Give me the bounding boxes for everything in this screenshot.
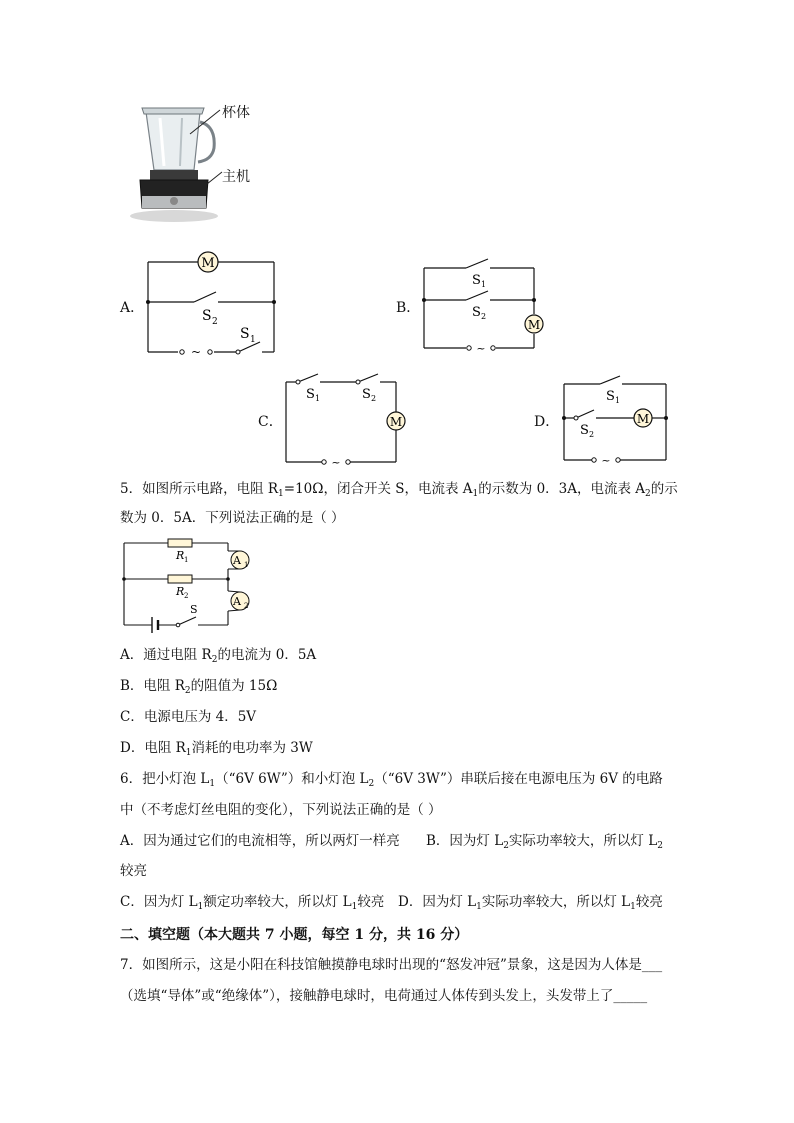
s1-d: S [606,389,615,404]
s1-d-sub: 1 [615,396,621,405]
q6-option-c: C．因为灯 $L_1$额定功率较大，所以灯 $L_1$较亮 [120,894,385,912]
a2-sub: 2 [244,602,249,610]
q6-option-a: A．因为通过它们的电流相等，所以两灯一样亮 [120,833,400,849]
section-2-title: 二、填空题（本大题共 7 小题，每空 1 分，共 16 分） [120,927,469,943]
option-c-letter: C． [258,414,283,430]
s2-d: S [580,423,589,438]
q5-line1: 5．如图所示电路，电阻 $R_1=10\Omega$，闭合开关 S，电流表 $A_1$的示数为 0．3A，电流表 $A_2$的示 [120,481,678,499]
s1-c-sub: 1 [315,394,321,403]
r1-sub: 1 [184,556,189,564]
cup-label: 杯体 [222,105,250,121]
r2-resistor [168,575,192,583]
a1-label: A [233,554,241,567]
a1-sub: 1 [244,561,249,569]
s-label: S [190,603,198,616]
q5-option-c: C．电源电压为 4．5V [120,709,257,725]
circuit-option-b [416,256,546,356]
r1-resistor [168,539,192,547]
q5-circuit [118,535,258,635]
s2-b-sub: 2 [481,312,487,321]
motor-b-label: M [527,318,541,332]
ac-c: ~ [331,456,341,469]
s1-b: S [472,273,481,288]
q5-line2: 数为 0．5A．下列说法正确的是（ ） [120,510,345,526]
s2-c-sub: 2 [371,394,377,403]
q7-line1: 7．如图所示，这是小阳在科技馆触摸静电球时出现的“怒发冲冠”景象，这是因为人体是___ [120,957,663,973]
blender-figure [118,100,278,235]
r2-sub: 2 [184,592,189,600]
motor-a-label: M [201,256,215,271]
q5-option-d: D．电阻 $R_1$消耗的电功率为 3W [120,740,313,758]
motor-d-label: M [636,412,650,426]
q7-line2: （选填“导体”或“绝缘体”），接触静电球时，电荷通过人体传到头发上，头发带上了_____ [120,988,648,1004]
q6-line1: 6．把小灯泡 $L_1(“6V$ 6W”）和小灯泡 $L_2(“6V$ 3W”）串联后接在电源电压为 6V 的电路 [120,771,663,789]
ac-a: ~ [190,345,202,359]
q6-line2: 中（不考虑灯丝电阻的变化），下列说法正确的是（ ） [120,802,442,818]
s2-d-sub: 2 [589,430,595,439]
option-a-letter: A． [120,300,145,316]
option-b-letter: B． [396,300,421,316]
q5-option-b: B．电阻 $R_2$的阻值为 15Ω [120,678,278,696]
blender-image [118,100,278,235]
circuit-option-c [278,370,408,470]
s1-a-sub: 1 [250,335,256,345]
s2-a-sub: 2 [212,317,218,327]
circuit-option-a [140,248,285,360]
s2-b: S [472,305,481,320]
a2-label: A [233,595,241,608]
q6-option-b-cont: 较亮 [120,863,147,879]
s1-b-sub: 1 [481,280,487,289]
r1-label: R [176,549,185,562]
s2-a: S [202,308,212,324]
ac-b: ~ [476,342,486,355]
s1-a: S [240,326,250,342]
s2-c: S [362,387,371,402]
q6-option-b: B．因为灯 $L_2$实际功率较大，所以灯 $L_2$ [426,833,663,851]
circuit-option-d [556,372,676,468]
q5-option-a: A．通过电阻 $R_2$的电流为 0．5A [120,647,317,665]
s1-c: S [306,387,315,402]
base-label: 主机 [222,169,250,185]
ac-d: ~ [601,454,611,467]
motor-c-label: M [389,415,403,429]
q6-option-d: D．因为灯 $L_1$实际功率较大，所以灯 $L_1$较亮 [398,894,663,912]
r2-label: R [176,585,185,598]
option-d-letter: D． [534,414,560,430]
